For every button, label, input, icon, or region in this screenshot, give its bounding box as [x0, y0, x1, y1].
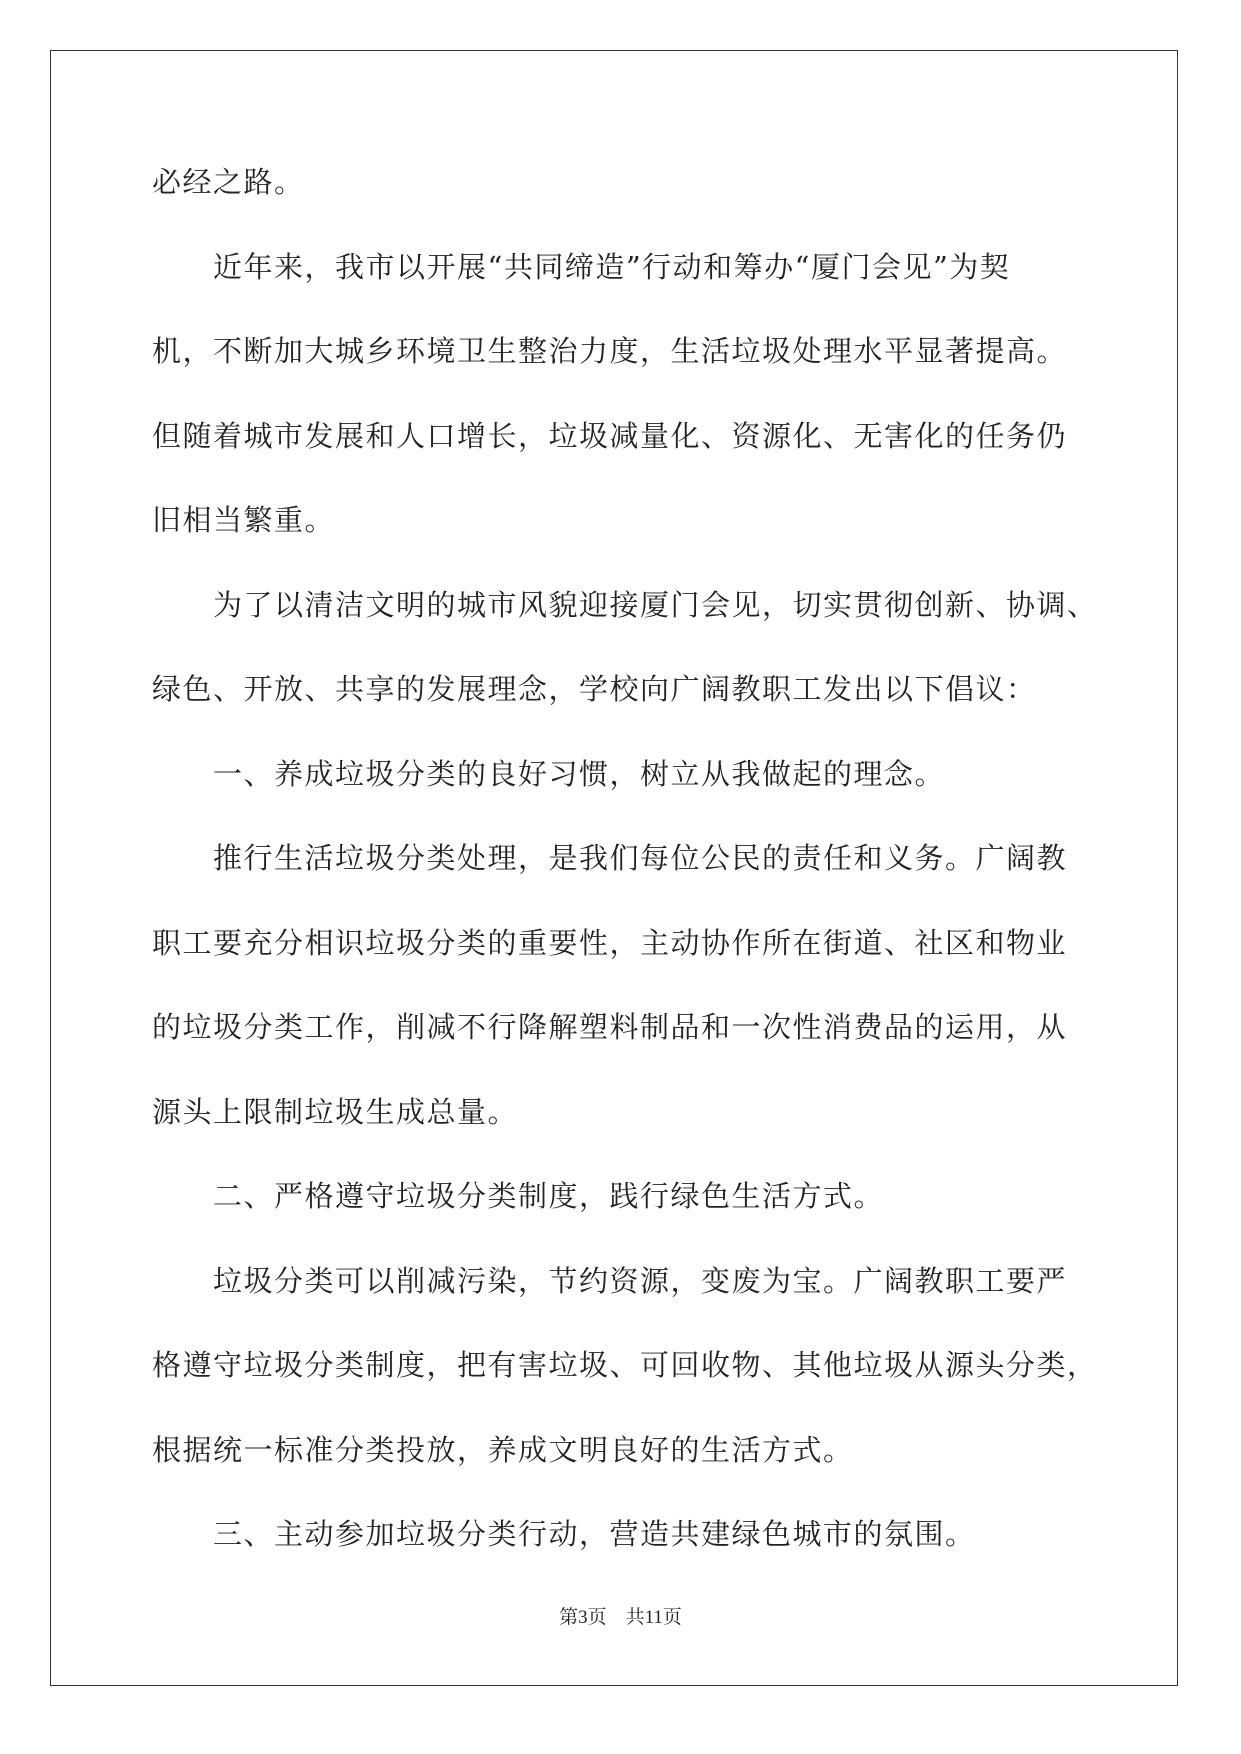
text-line: 三、主动参加垃圾分类行动，营造共建绿色城市的氛围。: [152, 1517, 976, 1551]
text-line: 格遵守垃圾分类制度，把有害垃圾、可回收物、其他垃圾从源头分类，: [152, 1348, 1098, 1382]
text-line: 推行生活垃圾分类处理，是我们每位公民的责任和义务。广阔教: [152, 841, 1068, 875]
text-line: 二、严格遵守垃圾分类制度，践行绿色生活方式。: [152, 1179, 885, 1213]
text-line: 源头上限制垃圾生成总量。: [152, 1094, 519, 1129]
text-line: 机，不断加大城乡环境卫生整治力度，生活垃圾处理水平显著提高。: [152, 334, 1068, 368]
text-line: 垃圾分类可以削减污染，节约资源，变废为宝。广阔教职工要严: [152, 1263, 1068, 1298]
page-number-footer: 第3页 共11页: [559, 1607, 682, 1628]
text-line: 的垃圾分类工作，削减不行降解塑料制品和一次性消费品的运用，从: [152, 1010, 1068, 1044]
text-line: 绿色、开放、共享的发展理念，学校向广阔教职工发出以下倡议：: [152, 672, 1037, 706]
text-line: 必经之路。: [152, 165, 305, 199]
text-line: 旧相当繁重。: [152, 503, 336, 537]
text-line: 但随着城市发展和人口增长，垃圾减量化、资源化、无害化的任务仍: [152, 418, 1068, 453]
text-line: 近年来，我市以开展“共同缔造”行动和筹办“厦门会见”为契: [152, 249, 1011, 284]
text-line: 一、养成垃圾分类的良好习惯，树立从我做起的理念。: [152, 756, 946, 791]
document-body: [152, 158, 1098, 1595]
text-line: 为了以清洁文明的城市风貌迎接厦门会见，切实贯彻创新、协调、: [152, 587, 1098, 622]
text-line: 职工要充分相识垃圾分类的重要性，主动协作所在街道、社区和物业: [152, 925, 1068, 960]
text-line: 根据统一标准分类投放，养成文明良好的生活方式。: [152, 1432, 854, 1467]
